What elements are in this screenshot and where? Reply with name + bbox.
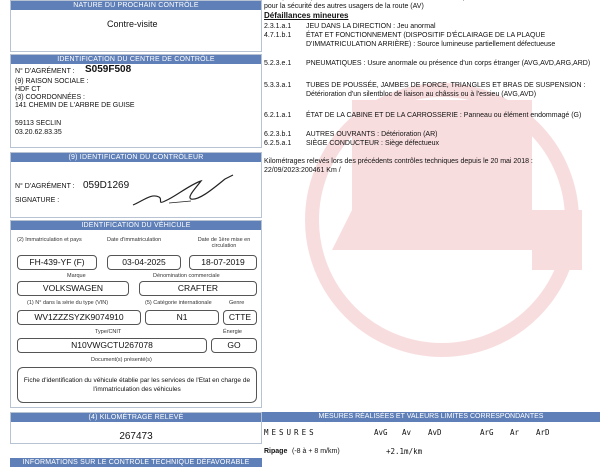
center-title: IDENTIFICATION DU CENTRE DE CONTRÔLE bbox=[11, 55, 261, 64]
measure-col-ar: Ar bbox=[510, 428, 520, 437]
docs-field: Fiche d'identification du véhicule établie par les services de l'Etat en charge de l'immatriculation des véhicules bbox=[17, 367, 257, 403]
defect-code: 4.7.1.b.1 bbox=[264, 32, 292, 39]
defect-text: AUTRES OUVRANTS : Détérioration (AR) bbox=[306, 131, 438, 138]
vehicle-identification-section bbox=[10, 220, 262, 408]
mileage-section bbox=[10, 412, 262, 444]
vin-field: WV1ZZZSYZK9074910 bbox=[17, 310, 141, 325]
first-circulation-field: 18-07-2019 bbox=[189, 255, 257, 270]
model-field: CRAFTER bbox=[139, 281, 257, 296]
info-title: INFORMATIONS SUR LE CONTRÔLE TECHNIQUE DÉFAVORABLE bbox=[10, 458, 262, 467]
genre-field: CTTE bbox=[223, 310, 257, 325]
center-line: 141 CHEMIN DE L'ARBRE DE GUISE bbox=[15, 102, 135, 109]
category-field: N1 bbox=[145, 310, 219, 325]
controller-section bbox=[10, 152, 262, 218]
model-label: Dénomination commerciale bbox=[153, 273, 220, 279]
signature-image bbox=[129, 171, 249, 211]
defect-code: 5.3.3.a.1 bbox=[264, 82, 292, 89]
plate-label: (2) Immatriculation et pays bbox=[17, 237, 82, 243]
type-label: Type/CNIT bbox=[95, 329, 122, 335]
center-agreement-value: S059F508 bbox=[85, 64, 132, 75]
category-label: (5) Catégorie internationale bbox=[145, 300, 212, 306]
next-control-value: Contre-visite bbox=[107, 19, 158, 29]
controller-agreement-label: N° D'AGRÉMENT : bbox=[15, 183, 75, 190]
brand-field: VOLKSWAGEN bbox=[17, 281, 129, 296]
defect-text: JEU DANS LA DIRECTION : Jeu anormal bbox=[306, 23, 436, 30]
defect-intro-line: pour la sécurité des autres usagers de la route (AV) bbox=[264, 3, 424, 10]
center-line: HDF CT bbox=[15, 86, 41, 93]
center-line: 59113 SECLIN bbox=[15, 120, 62, 127]
defect-code: 5.2.3.e.1 bbox=[264, 60, 292, 67]
measures-header: MESURES bbox=[264, 428, 317, 437]
measures-title: MESURES RÉALISÉES ET VALEURS LIMITES CORRESPONDANTES bbox=[262, 412, 600, 422]
measure-col-avd: AvD bbox=[428, 428, 442, 437]
ripage-label: Ripage bbox=[264, 448, 288, 455]
right-column bbox=[262, 0, 600, 470]
controller-title: (9) IDENTIFICATION DU CONTRÔLEUR bbox=[11, 153, 261, 162]
watermark-logo bbox=[272, 60, 592, 360]
next-control-section bbox=[10, 0, 262, 52]
center-line: 03.20.62.83.35 bbox=[15, 129, 62, 136]
vin-label: (1) N° dans la série du type (VIN) bbox=[27, 300, 109, 306]
next-control-title: NATURE DU PROCHAIN CONTRÔLE bbox=[11, 1, 261, 10]
type-field: N10VWGCTU267078 bbox=[17, 338, 207, 353]
defect-code: 2.3.1.a.1 bbox=[264, 23, 292, 30]
ripage-limits: (-8 à + 8 m/km) bbox=[292, 448, 340, 455]
defect-text: PNEUMATIQUES : Usure anormale ou présence d'un corps étranger (AVG,AVD,ARG,ARD) bbox=[306, 60, 591, 67]
controller-agreement-value: 059D1269 bbox=[83, 180, 130, 191]
defect-code: 6.2.5.a.1 bbox=[264, 140, 292, 147]
defect-text: ÉTAT DE LA CABINE ET DE LA CARROSSERIE : Panneau ou élément endommagé (G) bbox=[306, 112, 582, 119]
minor-defects-title: Défaillances mineures bbox=[264, 11, 349, 20]
energy-label: Énergie bbox=[223, 329, 242, 335]
measure-col-avg: AvG bbox=[374, 428, 388, 437]
defect-text: TUBES DE POUSSÉE, JAMBES DE FORCE, TRIANGLES ET BRAS DE SUSPENSION : Détérioration d'un silentbloc de liaison au châssis ou à l'essieu (AVG,AVD) bbox=[306, 82, 586, 98]
docs-label: Document(s) présenté(s) bbox=[91, 357, 152, 363]
measure-col-ard: ArD bbox=[536, 428, 550, 437]
center-line: (9) RAISON SOCIALE : bbox=[15, 78, 89, 85]
energy-field: GO bbox=[211, 338, 257, 353]
first-circulation-label: Date de 1ère mise en circulation bbox=[197, 237, 251, 249]
vehicle-title: IDENTIFICATION DU VÉHICULE bbox=[11, 221, 261, 230]
defect-code: 6.2.3.b.1 bbox=[264, 131, 292, 138]
left-column bbox=[10, 0, 262, 470]
center-line: (3) COORDONNÉES : bbox=[15, 94, 86, 101]
first-registration-field: 03-04-2025 bbox=[107, 255, 181, 270]
defect-text: SIÈGE CONDUCTEUR : Siège défectueux bbox=[306, 140, 440, 147]
mileage-value: 267473 bbox=[119, 431, 153, 442]
ripage-value: +2.1m/km bbox=[386, 447, 423, 456]
genre-label: Genre bbox=[229, 300, 245, 306]
plate-field: FH-439-YF (F) bbox=[17, 255, 97, 270]
defect-text: ÉTAT ET FONCTIONNEMENT (DISPOSITIF D'ÉCLAIRAGE DE LA PLAQUE D'IMMATRICULATION ARRIÈRE) : Source lumineuse partiellement défectueuse bbox=[306, 32, 556, 48]
center-agreement-label: N° D'AGRÉMENT : bbox=[15, 68, 75, 75]
measure-col-arg: ArG bbox=[480, 428, 494, 437]
info-section bbox=[10, 458, 262, 470]
defect-code: 6.2.1.a.1 bbox=[264, 112, 292, 119]
previous-mileage-note: Kilométrages relevés lors des précédents contrôles techniques depuis le 20 mai 2018 : 22/09/2023:200461 Km / bbox=[264, 158, 533, 174]
first-registration-label: Date d'immatriculation bbox=[107, 237, 162, 243]
brand-label: Marque bbox=[67, 273, 86, 279]
signature-label: SIGNATURE : bbox=[15, 197, 60, 204]
mileage-title: (4) KILOMÉTRAGE RELEVÉ bbox=[11, 413, 261, 422]
measure-col-av: Av bbox=[402, 428, 412, 437]
center-identification-section bbox=[10, 54, 262, 148]
